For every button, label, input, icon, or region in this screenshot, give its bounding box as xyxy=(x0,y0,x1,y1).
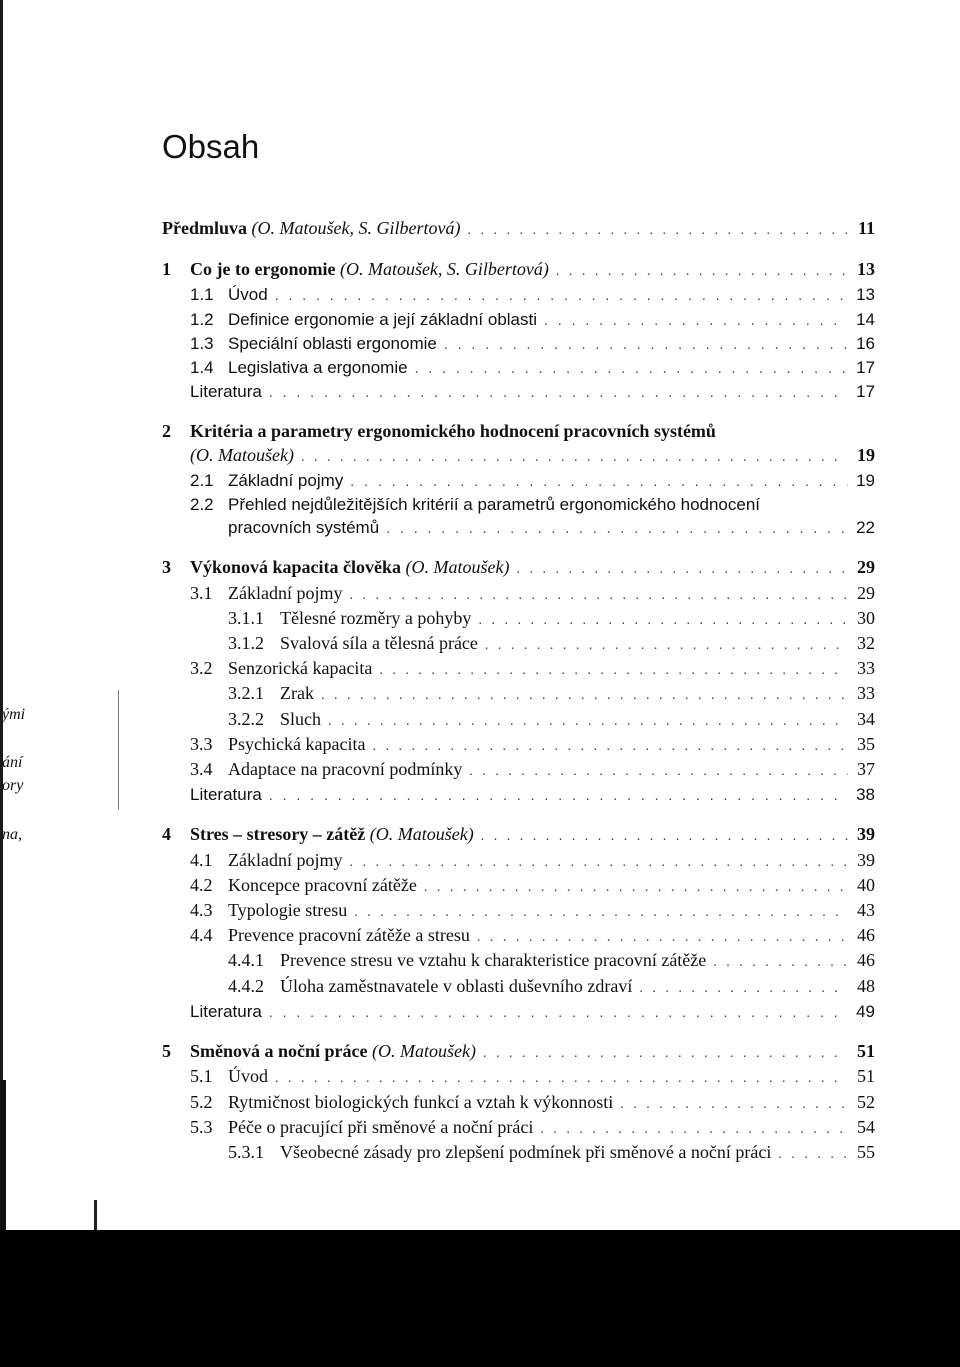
section-title: Senzorická kapacita xyxy=(228,658,373,679)
toc-section[interactable] xyxy=(162,582,875,607)
leader-dots xyxy=(424,876,848,899)
chapter-authors: (O. Matoušek) xyxy=(405,557,510,578)
toc-chapter-2-cont[interactable] xyxy=(162,444,875,469)
literature-title: Literatura xyxy=(190,1001,262,1021)
section-title: Základní pojmy xyxy=(228,470,344,490)
toc-section[interactable] xyxy=(162,356,875,380)
section-title: Prevence stresu ve vztahu k charakteristice pracovní zátěže xyxy=(280,950,707,971)
section-number: 3.1.1 xyxy=(228,607,264,628)
leader-dots xyxy=(467,219,848,242)
toc-subsection[interactable] xyxy=(162,1141,875,1166)
section-number: 3.2 xyxy=(190,658,213,679)
toc-section[interactable] xyxy=(162,1065,875,1090)
page-edge-shadow-lower xyxy=(0,1080,6,1230)
section-title: Zrak xyxy=(280,683,314,704)
leader-dots xyxy=(483,1042,848,1065)
leader-dots xyxy=(354,901,848,924)
toc-page-number: 46 xyxy=(857,950,875,971)
leader-dots xyxy=(379,659,848,682)
section-number: 3.2.1 xyxy=(228,683,264,704)
section-number: 1.3 xyxy=(190,333,214,353)
section-title: Úvod xyxy=(228,285,268,305)
toc-section[interactable] xyxy=(162,332,875,356)
leader-dots xyxy=(620,1093,848,1116)
leader-dots xyxy=(517,558,849,581)
section-title: Tělesné rozměry a pohyby xyxy=(280,607,472,628)
toc-section[interactable] xyxy=(162,758,875,783)
section-number: 5.3.1 xyxy=(228,1141,264,1162)
toc-page-number: 32 xyxy=(857,633,875,654)
toc-page-number: 33 xyxy=(857,683,875,704)
section-title: Legislativa a ergonomie xyxy=(228,358,408,378)
toc-subsection[interactable] xyxy=(162,682,875,707)
toc-section[interactable] xyxy=(162,874,875,899)
literature-title: Literatura xyxy=(190,382,262,402)
leader-dots xyxy=(639,977,848,1000)
section-number: 2.1 xyxy=(190,470,214,490)
scan-bottom-band xyxy=(0,1230,960,1367)
chapter-title: Výkonová kapacita člověka xyxy=(190,557,402,578)
chapter-number: 5 xyxy=(162,1041,171,1062)
toc-page-number: 16 xyxy=(856,333,875,353)
leader-dots xyxy=(372,735,848,758)
section-number: 3.1 xyxy=(190,582,213,603)
section-number: 3.2.2 xyxy=(228,708,264,729)
toc-page-number: 30 xyxy=(857,607,875,628)
margin-fragment: ory xyxy=(2,777,24,794)
toc-section[interactable] xyxy=(162,924,875,949)
section-title: Koncepce pracovní zátěže xyxy=(228,874,417,895)
toc-section[interactable] xyxy=(162,899,875,924)
toc-chapter-3[interactable] xyxy=(162,556,875,581)
leader-dots xyxy=(350,470,848,493)
toc-subsection[interactable] xyxy=(162,607,875,632)
toc-section[interactable] xyxy=(162,493,875,516)
toc-page-number: 13 xyxy=(856,285,875,305)
toc-entry-preface[interactable] xyxy=(162,217,875,242)
chapter-authors: (O. Matoušek, S. Gilbertová) xyxy=(339,259,549,280)
section-number: 3.3 xyxy=(190,733,213,754)
section-number: 5.3 xyxy=(190,1116,213,1137)
leader-dots xyxy=(386,517,848,540)
toc-page-number: 29 xyxy=(857,557,875,578)
chapter-number: 4 xyxy=(162,824,171,845)
leader-dots xyxy=(275,1067,848,1090)
literature-title: Literatura xyxy=(190,785,262,805)
section-number: 4.2 xyxy=(190,874,213,895)
toc-literature[interactable] xyxy=(162,783,875,807)
toc-page-number: 46 xyxy=(857,925,875,946)
toc-page-number: 49 xyxy=(856,1001,875,1021)
chapter-number: 1 xyxy=(162,259,171,280)
toc-chapter-4[interactable] xyxy=(162,823,875,848)
chapter-authors: (O. Matoušek) xyxy=(190,444,294,465)
toc-section[interactable] xyxy=(162,469,875,493)
leader-dots xyxy=(269,1001,848,1024)
chapter-authors: (O. Matoušek) xyxy=(372,1041,476,1062)
leader-dots xyxy=(321,684,848,707)
toc-page-number: 39 xyxy=(857,849,875,870)
leader-dots xyxy=(269,381,848,404)
section-title: Typologie stresu xyxy=(228,900,348,921)
page-edge-shadow xyxy=(0,0,3,1230)
section-title: Přehled nejdůležitějších kritérií a parametrů ergonomického hodnocení xyxy=(228,495,761,515)
page-title: Obsah xyxy=(162,128,260,165)
section-number: 4.4.2 xyxy=(228,975,264,996)
section-title: Definice ergonomie a její základní oblasti xyxy=(228,309,538,329)
toc-section[interactable] xyxy=(162,1116,875,1141)
toc-page-number: 34 xyxy=(857,708,875,729)
section-title: Péče o pracující při směnové a noční práci xyxy=(228,1116,534,1137)
leader-dots xyxy=(469,760,848,783)
leader-dots xyxy=(778,1143,848,1166)
section-title: Rytmičnost biologických funkcí a vztah k výkonnosti xyxy=(228,1091,614,1112)
toc-page-number: 55 xyxy=(857,1141,875,1162)
chapter-title: Stres – stresory – zátěž xyxy=(190,824,366,845)
toc-section[interactable] xyxy=(162,283,875,307)
leader-dots xyxy=(301,446,848,469)
section-number: 1.4 xyxy=(190,358,214,378)
toc-page-number: 39 xyxy=(857,824,875,845)
section-title: Všeobecné zásady pro zlepšení podmínek při směnové a noční práci xyxy=(280,1141,772,1162)
section-title: Základní pojmy xyxy=(228,849,343,870)
margin-fragment: ými xyxy=(2,706,26,723)
toc-page-number: 19 xyxy=(857,444,875,465)
toc-chapter-5[interactable] xyxy=(162,1040,875,1065)
toc-literature[interactable] xyxy=(162,1000,875,1024)
toc-page-number: 37 xyxy=(857,759,875,780)
margin-fragment: na, xyxy=(2,826,22,843)
chapter-title: Směnová a noční práce xyxy=(190,1041,368,1062)
section-number: 5.1 xyxy=(190,1066,213,1087)
section-title: Sluch xyxy=(280,708,322,729)
toc-page-number: 14 xyxy=(856,309,875,329)
leader-dots xyxy=(478,609,848,632)
toc-section[interactable] xyxy=(162,733,875,758)
leader-dots xyxy=(328,710,848,733)
chapter-number: 3 xyxy=(162,557,171,578)
toc-page-number: 17 xyxy=(856,382,875,402)
margin-fragment: ání xyxy=(2,754,23,771)
toc-page-number: 38 xyxy=(856,785,875,805)
toc-page-number: 17 xyxy=(856,358,875,378)
leader-dots xyxy=(485,634,848,657)
section-number: 3.1.2 xyxy=(228,633,264,654)
leader-dots xyxy=(349,584,848,607)
leader-dots xyxy=(349,851,848,874)
toc-page-number: 35 xyxy=(857,733,875,754)
section-number: 3.4 xyxy=(190,759,213,780)
toc-subsection[interactable] xyxy=(162,708,875,733)
section-number: 2.2 xyxy=(190,495,214,515)
section-number: 4.4.1 xyxy=(228,950,264,971)
section-number: 5.2 xyxy=(190,1091,213,1112)
toc-page-number: 52 xyxy=(857,1091,875,1112)
toc-section[interactable] xyxy=(162,849,875,874)
table-of-contents xyxy=(162,217,875,1166)
leader-dots xyxy=(540,1118,848,1141)
toc-section[interactable] xyxy=(162,657,875,682)
toc-page-number: 29 xyxy=(857,582,875,603)
toc-page-number: 22 xyxy=(856,518,875,538)
leader-dots xyxy=(269,784,848,807)
section-number: 4.3 xyxy=(190,900,213,921)
toc-section-cont[interactable] xyxy=(162,516,875,540)
toc-page-number: 51 xyxy=(857,1041,875,1062)
toc-chapter-1[interactable] xyxy=(162,258,875,283)
toc-literature[interactable] xyxy=(162,380,875,404)
toc-subsection[interactable] xyxy=(162,975,875,1000)
section-number: 4.4 xyxy=(190,925,213,946)
section-title: Psychická kapacita xyxy=(228,733,366,754)
section-number: 1.1 xyxy=(190,285,214,305)
toc-page-number: 54 xyxy=(857,1116,875,1137)
leader-dots xyxy=(713,951,848,974)
leader-dots xyxy=(544,309,848,332)
toc-subsection[interactable] xyxy=(162,949,875,974)
leader-dots xyxy=(444,333,848,356)
toc-subsection[interactable] xyxy=(162,632,875,657)
leader-dots xyxy=(481,825,848,848)
chapter-title: Kritéria a parametry ergonomického hodnocení pracovních systémů xyxy=(190,421,716,442)
toc-entry-title: Předmluva (O. Matoušek, S. Gilbertová) xyxy=(162,218,461,238)
binding-mark xyxy=(94,1200,97,1230)
section-title: Úvod xyxy=(228,1066,268,1087)
toc-page-number: 48 xyxy=(857,975,875,996)
leader-dots xyxy=(477,926,848,949)
section-title: Adaptace na pracovní podmínky xyxy=(228,759,463,780)
toc-page-number: 19 xyxy=(856,470,875,490)
toc-section[interactable] xyxy=(162,308,875,332)
section-number: 4.1 xyxy=(190,849,213,870)
leader-dots xyxy=(275,284,848,307)
section-title: Úloha zaměstnavatele v oblasti duševního zdraví xyxy=(280,975,633,996)
chapter-title: Co je to ergonomie xyxy=(190,259,336,280)
margin-rule xyxy=(118,690,119,810)
section-title: Prevence pracovní zátěže a stresu xyxy=(228,925,470,946)
leader-dots xyxy=(415,357,848,380)
toc-page-number: 11 xyxy=(857,218,875,238)
toc-page-number: 40 xyxy=(857,874,875,895)
section-title: Svalová síla a tělesná práce xyxy=(280,633,478,654)
toc-section[interactable] xyxy=(162,1091,875,1116)
section-title: Speciální oblasti ergonomie xyxy=(228,333,437,353)
toc-page-number: 43 xyxy=(857,900,875,921)
section-title: pracovních systémů xyxy=(228,518,380,538)
leader-dots xyxy=(556,260,848,283)
toc-page-number: 33 xyxy=(857,658,875,679)
section-number: 1.2 xyxy=(190,309,214,329)
chapter-number: 2 xyxy=(162,421,171,442)
toc-chapter-2[interactable] xyxy=(162,420,875,443)
section-title: Základní pojmy xyxy=(228,582,343,603)
chapter-authors: (O. Matoušek) xyxy=(369,824,474,845)
toc-page-number: 13 xyxy=(857,259,875,280)
toc-page-number: 51 xyxy=(857,1066,875,1087)
